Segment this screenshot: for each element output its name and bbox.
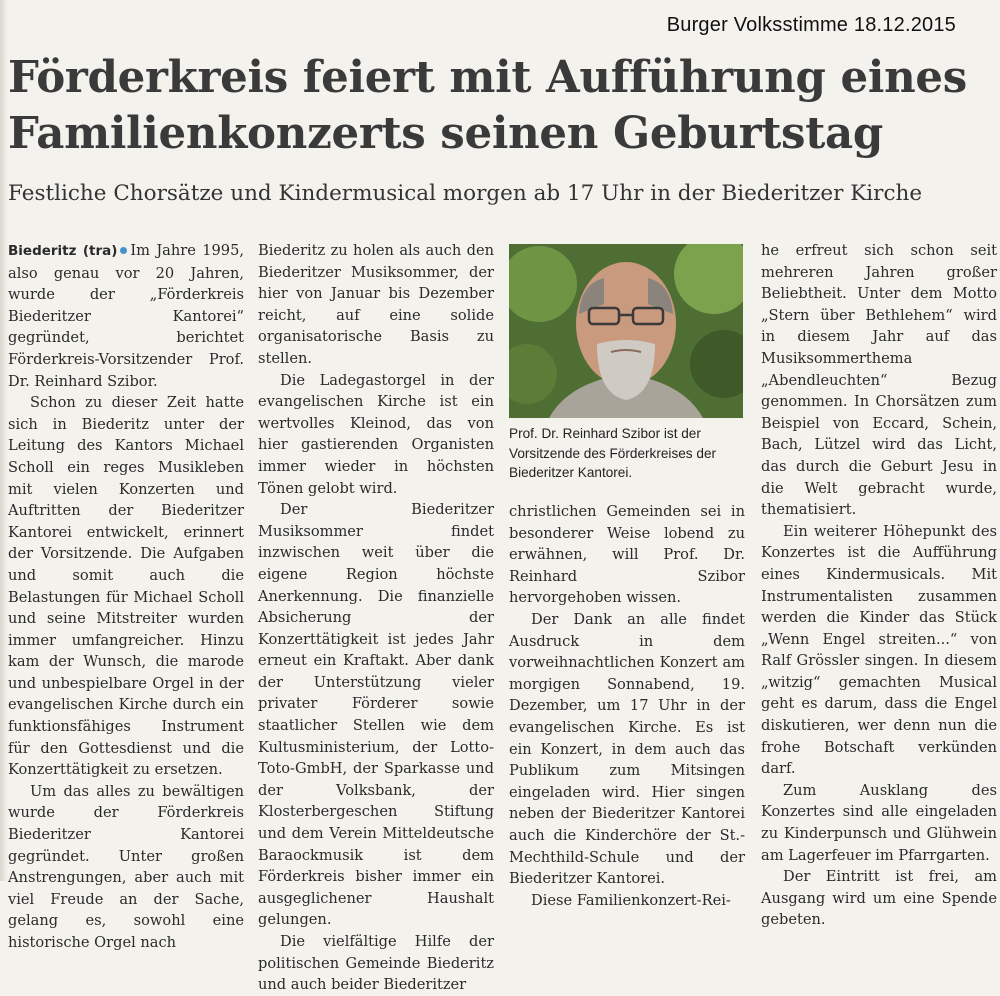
paragraph: Ein weiterer Höhepunkt des Konzertes ist die Aufführung eines Kindermusicals. Mit Instrumentalisten zusammen werden die Kinder das Stück „Wenn Engel streiten...“ von Ralf Grössler singen. In diesem „witzig“ gemachten Musical geht es darum, dass die Engel diskutieren, wer denn nun die frohe Botschaft verkünden darf.: [761, 522, 997, 778]
portrait-photo: [509, 244, 743, 418]
subheadline: Festliche Chorsätze und Kindermusical morgen ab 17 Uhr in der Biederitzer Kirche: [8, 181, 923, 206]
paragraph: Die vielfältige Hilfe der politischen Gemeinde Biederitz und auch beider Biederitzer: [258, 933, 494, 994]
paragraph-text: Im Jahre 1995, also genau vor 20 Jahren, wurde der „Förderkreis Biederitzer Kantorei“ gegründet, berichtet Förderkreis-Vorsitzender Prof. Dr. Reinhard Szibor.: [8, 242, 244, 390]
photo-caption: Prof. Dr. Reinhard Szibor ist der Vorsitzende des Förderkreises der Biederitzer Kantorei.: [509, 426, 717, 481]
article-column-3: [509, 501, 745, 911]
portrait-illustration: [509, 244, 743, 418]
paragraph: Der Biederitzer Musiksommer findet inzwischen weit über die eigene Region höchste Anerkennung. Die finanzielle Absicherung der Konzerttätigkeit ist jedes Jahr erneut ein Kraftakt. Aber dank der Unterstützung vieler privater Förderer sowie staatlicher Stellen wie dem Kultusministerium, der Lotto-Toto-GmbH, der Sparkasse und der Volksbank, der Klosterbergeschen Stiftung und dem Verein Mitteldeutsche Baraockmusik ist dem Förderkreis bisher immer ein ausgeglichener Haushalt gelungen.: [258, 501, 494, 929]
clipping-edge: [0, 0, 8, 881]
paragraph: Diese Familienkonzert-Rei-: [531, 891, 731, 909]
paragraph: Zum Ausklang des Konzertes sind alle eingeladen zu Kinderpunsch und Glühwein am Lagerfeuer im Pfarrgarten.: [761, 781, 997, 864]
article-lead-paragraph: [8, 240, 244, 392]
paragraph: he erfreut sich schon seit mehreren Jahren großer Beliebtheit. Unter dem Motto „Stern über Bethlehem“ wird in diesem Jahr auf das Musiksommerthema „Abendleuchten“ Bezug genommen. In Chorsätzen zum Beispiel von Eccard, Schein, Bach, Lützel wird das Licht, das durch die Geburt Jesu in die Welt gebracht wurde, thematisiert.: [761, 242, 997, 519]
paragraph: Um das alles zu bewältigen wurde der Förderkreis Biederitzer Kantorei gegründet. Unter großen Anstrengungen, aber auch mit viel Freude an der Sache, gelang es, sowohl eine historische Orgel nach: [8, 782, 244, 951]
article-column-2: [258, 240, 494, 996]
paragraph: Biederitz zu holen als auch den Biederitzer Musiksommer, der hier von Januar bis Dezember reicht, auf eine solide organisatorische Basis zu stellen.: [258, 242, 494, 367]
dateline: Biederitz (tra): [8, 243, 118, 259]
paragraph: Die Ladegastorgel in der evangelischen Kirche ist ein wertvolles Kleinod, das von hier gastierenden Organisten immer wieder in höchsten Tönen gelobt wird.: [258, 371, 494, 497]
bullet-dot-icon: [120, 247, 127, 254]
paragraph: christlichen Gemeinden sei in besonderer Weise lobend zu erwähnen, will Prof. Dr. Reinhard Szibor hervorgehoben wissen.: [509, 503, 745, 607]
headline-line-2: Familienkonzerts seinen Geburtstag: [8, 108, 884, 159]
article-column-4: [761, 240, 997, 931]
headline-line-1: Förderkreis feiert mit Aufführung eines: [8, 52, 967, 103]
paragraph: Der Eintritt ist frei, am Ausgang wird um eine Spende gebeten.: [761, 868, 997, 929]
paragraph: Der Dank an alle findet Ausdruck in dem vorweihnachtlichen Konzert am morgigen Sonnabend, 19. Dezember, um 17 Uhr in der evangelischen Kirche. Es ist ein Konzert, in dem auch das Publikum zum Mitsingen eingeladen wird. Hier singen neben der Biederitzer Kantorei auch die Kinderchöre der St.-Mechthild-Schule und der Biederitzer Kantorei.: [509, 610, 745, 888]
paragraph: Schon zu dieser Zeit hatte sich in Biederitz unter der Leitung des Kantors Michael Scholl ein reges Musikleben mit vielen Konzerten und Auftritten der Biederitzer Kantorei entwickelt, erinnert der Vorsitzende. Die Aufgaben und somit auch die Belastungen für Michael Scholl und seine Mitstreiter wurden immer umfangreicher. Hinzu kam der Wunsch, die marode und unbespielbare Orgel in der evangelischen Kirche durch ein funktionsfähiges Instrument für den Gottesdienst und die Konzerttätigkeit zu ersetzen.: [8, 394, 244, 779]
headline: [8, 50, 998, 162]
source-label: Burger Volksstimme 18.12.2015: [666, 14, 956, 36]
article-column-1: [8, 240, 244, 954]
